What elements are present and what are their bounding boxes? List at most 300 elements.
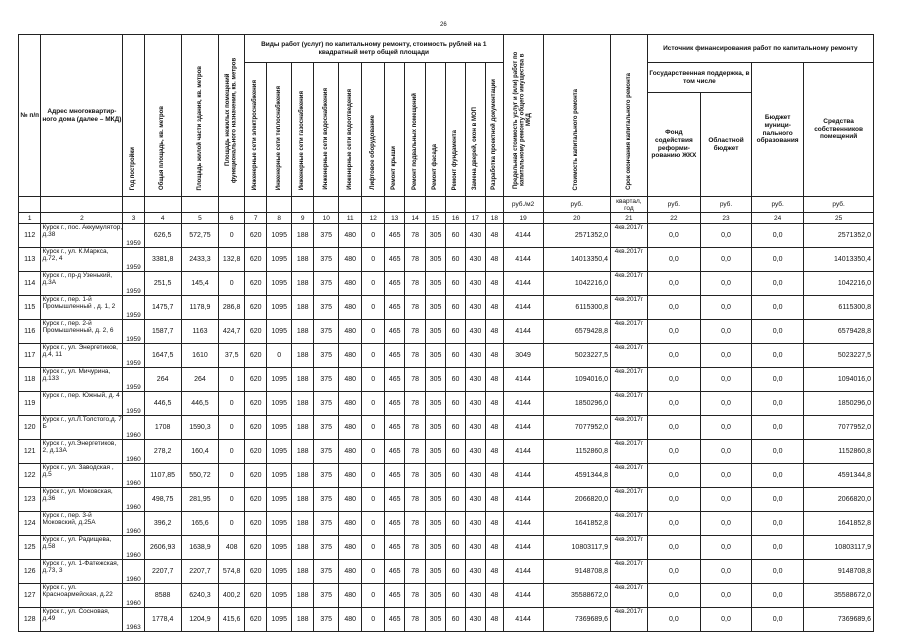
row-nonres-area: 415,6 — [219, 608, 245, 632]
row-address: Курск г., ул. К.Маркса, д.72, 4 — [41, 248, 123, 272]
row-max-cost: 4144 — [503, 368, 543, 392]
row-term: 4кв.2017г — [611, 368, 648, 392]
row-work-water: 375 — [314, 560, 339, 584]
row-work-lift: 0 — [362, 344, 384, 368]
row-work-basement: 78 — [405, 536, 425, 560]
row-work-roof: 465 — [384, 560, 404, 584]
header-works-group: Виды работ (услуг) по капитальному ремонту, стоимость рублей на 1 квадратный метр общей площади — [244, 35, 503, 63]
row-address: Курск г., ул. Сосновая, д.49 — [41, 608, 123, 632]
header-work-water: Инженерные сети водоснабжения — [314, 63, 339, 197]
row-work-water: 375 — [314, 344, 339, 368]
row-work-heat: 1095 — [267, 368, 292, 392]
row-fund: 0,0 — [647, 512, 700, 536]
header-state-support: Государственная поддержка, в том числе — [647, 63, 751, 93]
row-owners: 1152860,8 — [804, 440, 874, 464]
row-work-roof: 465 — [384, 584, 404, 608]
row-fund: 0,0 — [647, 416, 700, 440]
row-total-area: 626,5 — [144, 224, 181, 248]
row-owners: 10803117,9 — [804, 536, 874, 560]
row-term: 4кв.2017г — [611, 392, 648, 416]
row-cost: 1641852,8 — [543, 512, 610, 536]
row-number: 122 — [19, 464, 41, 488]
row-number: 120 — [19, 416, 41, 440]
row-address: Курск г., ул. Энергетиков, д.4, 11 — [41, 344, 123, 368]
row-work-design: 48 — [486, 608, 504, 632]
row-fund: 0,0 — [647, 464, 700, 488]
row-regional: 0,0 — [700, 416, 751, 440]
row-living-area: 165,6 — [181, 512, 219, 536]
row-work-basement: 78 — [405, 368, 425, 392]
row-work-foundation: 60 — [446, 368, 465, 392]
row-work-lift: 0 — [362, 488, 384, 512]
header-owners: Средства собственников помещений — [804, 63, 874, 197]
row-total-area: 1475,7 — [144, 296, 181, 320]
row-work-basement: 78 — [405, 464, 425, 488]
row-work-facade: 305 — [425, 392, 445, 416]
row-owners: 6579428,8 — [804, 320, 874, 344]
row-work-lift: 0 — [362, 320, 384, 344]
row-work-doors: 430 — [465, 584, 485, 608]
column-number: 25 — [804, 213, 874, 224]
row-work-electric: 620 — [244, 224, 266, 248]
column-number: 13 — [384, 213, 404, 224]
row-regional: 0,0 — [700, 224, 751, 248]
row-number: 118 — [19, 368, 41, 392]
row-work-design: 48 — [486, 344, 504, 368]
row-work-sewer: 480 — [338, 608, 362, 632]
row-living-area: 281,95 — [181, 488, 219, 512]
row-work-heat: 1095 — [267, 296, 292, 320]
column-number: 16 — [446, 213, 465, 224]
row-work-foundation: 60 — [446, 296, 465, 320]
row-work-facade: 305 — [425, 368, 445, 392]
row-term: 4кв.2017г — [611, 224, 648, 248]
row-fund: 0,0 — [647, 608, 700, 632]
column-number: 22 — [647, 213, 700, 224]
row-municipal: 0,0 — [752, 344, 804, 368]
row-fund: 0,0 — [647, 272, 700, 296]
row-number: 123 — [19, 488, 41, 512]
row-total-area: 1708 — [144, 416, 181, 440]
row-work-electric: 620 — [244, 296, 266, 320]
row-work-water: 375 — [314, 320, 339, 344]
row-work-doors: 430 — [465, 416, 485, 440]
row-work-gas: 188 — [291, 488, 313, 512]
row-number: 112 — [19, 224, 41, 248]
row-nonres-area: 0 — [219, 392, 245, 416]
row-work-design: 48 — [486, 440, 504, 464]
row-total-area: 264 — [144, 368, 181, 392]
unit-regional: руб. — [700, 197, 751, 213]
row-work-foundation: 60 — [446, 560, 465, 584]
row-regional: 0,0 — [700, 392, 751, 416]
row-work-doors: 430 — [465, 272, 485, 296]
row-work-doors: 430 — [465, 488, 485, 512]
row-cost: 5023227,5 — [543, 344, 610, 368]
table-row — [19, 320, 874, 344]
row-regional: 0,0 — [700, 512, 751, 536]
row-work-electric: 620 — [244, 272, 266, 296]
row-max-cost: 4144 — [503, 224, 543, 248]
table-row — [19, 248, 874, 272]
row-living-area: 2207,7 — [181, 560, 219, 584]
unit-max-cost: руб./м2 — [503, 197, 543, 213]
row-address: Курск г., ул. Мичурина, д.133 — [41, 368, 123, 392]
row-work-gas: 188 — [291, 608, 313, 632]
row-living-area: 145,4 — [181, 272, 219, 296]
row-number: 115 — [19, 296, 41, 320]
row-work-design: 48 — [486, 296, 504, 320]
row-work-foundation: 60 — [446, 488, 465, 512]
row-work-water: 375 — [314, 512, 339, 536]
row-work-roof: 465 — [384, 440, 404, 464]
table-row — [19, 392, 874, 416]
column-number: 6 — [219, 213, 245, 224]
row-work-gas: 188 — [291, 584, 313, 608]
row-work-lift: 0 — [362, 608, 384, 632]
row-work-doors: 430 — [465, 392, 485, 416]
row-work-basement: 78 — [405, 584, 425, 608]
row-address: Курск г., ул. Заводская , д.5 — [41, 464, 123, 488]
column-number: 12 — [362, 213, 384, 224]
row-max-cost: 4144 — [503, 320, 543, 344]
row-work-sewer: 480 — [338, 272, 362, 296]
row-work-basement: 78 — [405, 392, 425, 416]
row-work-design: 48 — [486, 248, 504, 272]
row-max-cost: 4144 — [503, 248, 543, 272]
column-number: 9 — [291, 213, 313, 224]
row-work-foundation: 60 — [446, 392, 465, 416]
column-number: 7 — [244, 213, 266, 224]
row-work-electric: 620 — [244, 248, 266, 272]
row-work-doors: 430 — [465, 440, 485, 464]
row-work-electric: 620 — [244, 392, 266, 416]
row-work-water: 375 — [314, 248, 339, 272]
row-cost: 1094016,0 — [543, 368, 610, 392]
header-cost: Стоимость капитального ремонта — [543, 35, 610, 197]
row-living-area: 1610 — [181, 344, 219, 368]
row-living-area: 572,75 — [181, 224, 219, 248]
row-work-sewer: 480 — [338, 392, 362, 416]
row-nonres-area: 0 — [219, 368, 245, 392]
row-municipal: 0,0 — [752, 584, 804, 608]
capital-repair-table — [18, 34, 874, 632]
row-number: 113 — [19, 248, 41, 272]
row-work-design: 48 — [486, 512, 504, 536]
row-work-electric: 620 — [244, 536, 266, 560]
row-municipal: 0,0 — [752, 368, 804, 392]
row-work-sewer: 480 — [338, 560, 362, 584]
row-fund: 0,0 — [647, 320, 700, 344]
row-work-heat: 1095 — [267, 392, 292, 416]
row-owners: 4591344,8 — [804, 464, 874, 488]
header-total-area: Общая площадь, кв. метров — [144, 35, 181, 197]
row-address: Курск г., пер. 1-й Промышленный , д. 1, 2 — [41, 296, 123, 320]
row-number: 116 — [19, 320, 41, 344]
row-work-gas: 188 — [291, 440, 313, 464]
row-max-cost: 4144 — [503, 392, 543, 416]
row-work-electric: 620 — [244, 440, 266, 464]
row-max-cost: 4144 — [503, 608, 543, 632]
row-work-water: 375 — [314, 536, 339, 560]
table-row — [19, 560, 874, 584]
column-number: 5 — [181, 213, 219, 224]
row-work-heat: 1095 — [267, 224, 292, 248]
row-work-water: 375 — [314, 584, 339, 608]
table-row — [19, 584, 874, 608]
row-work-roof: 465 — [384, 488, 404, 512]
table-row — [19, 296, 874, 320]
row-work-gas: 188 — [291, 272, 313, 296]
row-work-heat: 1095 — [267, 536, 292, 560]
row-work-basement: 78 — [405, 296, 425, 320]
row-work-basement: 78 — [405, 224, 425, 248]
row-work-gas: 188 — [291, 224, 313, 248]
table-row — [19, 488, 874, 512]
row-cost: 9148708,8 — [543, 560, 610, 584]
row-municipal: 0,0 — [752, 248, 804, 272]
row-work-design: 48 — [486, 464, 504, 488]
row-work-doors: 430 — [465, 296, 485, 320]
column-number: 14 — [405, 213, 425, 224]
header-sources-group: Источник финансирования работ по капитальному ремонту — [647, 35, 873, 63]
row-work-facade: 305 — [425, 608, 445, 632]
row-municipal: 0,0 — [752, 440, 804, 464]
row-work-foundation: 60 — [446, 272, 465, 296]
row-max-cost: 4144 — [503, 488, 543, 512]
row-municipal: 0,0 — [752, 608, 804, 632]
row-max-cost: 4144 — [503, 464, 543, 488]
header-work-design: Разработка проектной документации — [486, 63, 504, 197]
table-body — [19, 224, 874, 632]
row-work-water: 375 — [314, 608, 339, 632]
row-work-basement: 78 — [405, 512, 425, 536]
row-work-electric: 620 — [244, 584, 266, 608]
row-max-cost: 4144 — [503, 416, 543, 440]
page-number: 26 — [440, 22, 447, 28]
row-term: 4кв.2017г — [611, 560, 648, 584]
header-work-foundation: Ремонт фундамента — [446, 63, 465, 197]
row-work-foundation: 60 — [446, 440, 465, 464]
row-work-design: 48 — [486, 272, 504, 296]
row-work-facade: 305 — [425, 224, 445, 248]
row-work-design: 48 — [486, 536, 504, 560]
row-number: 117 — [19, 344, 41, 368]
unit-owners: руб. — [804, 197, 874, 213]
row-nonres-area: 0 — [219, 488, 245, 512]
table-row — [19, 416, 874, 440]
row-living-area: 1163 — [181, 320, 219, 344]
header-regional: Областной бюджет — [700, 93, 751, 197]
row-municipal: 0,0 — [752, 536, 804, 560]
row-owners: 1641852,8 — [804, 512, 874, 536]
row-owners: 2066820,0 — [804, 488, 874, 512]
row-work-sewer: 480 — [338, 440, 362, 464]
row-work-water: 375 — [314, 368, 339, 392]
row-work-roof: 465 — [384, 464, 404, 488]
row-work-roof: 465 — [384, 224, 404, 248]
row-nonres-area: 424,7 — [219, 320, 245, 344]
row-year: 1960 — [123, 464, 144, 488]
row-cost: 2066820,0 — [543, 488, 610, 512]
row-living-area: 1204,9 — [181, 608, 219, 632]
row-cost: 6579428,8 — [543, 320, 610, 344]
row-living-area: 6240,3 — [181, 584, 219, 608]
row-work-doors: 430 — [465, 248, 485, 272]
row-cost: 10803117,9 — [543, 536, 610, 560]
row-term: 4кв.2017г — [611, 488, 648, 512]
row-regional: 0,0 — [700, 248, 751, 272]
row-address: Курск г., ул. Красноармейская, д.22 — [41, 584, 123, 608]
row-work-basement: 78 — [405, 488, 425, 512]
row-number: 119 — [19, 392, 41, 416]
row-regional: 0,0 — [700, 488, 751, 512]
row-year: 1960 — [123, 560, 144, 584]
row-work-design: 48 — [486, 368, 504, 392]
row-work-facade: 305 — [425, 296, 445, 320]
row-work-heat: 1095 — [267, 320, 292, 344]
row-max-cost: 4144 — [503, 272, 543, 296]
row-work-electric: 620 — [244, 464, 266, 488]
row-max-cost: 4144 — [503, 296, 543, 320]
row-owners: 7077952,0 — [804, 416, 874, 440]
row-work-lift: 0 — [362, 272, 384, 296]
row-work-basement: 78 — [405, 608, 425, 632]
header-n: № п/п — [19, 35, 41, 197]
row-work-heat: 1095 — [267, 584, 292, 608]
row-living-area: 1590,3 — [181, 416, 219, 440]
unit-term: квартал, год — [611, 197, 648, 213]
row-cost: 14013350,4 — [543, 248, 610, 272]
row-fund: 0,0 — [647, 560, 700, 584]
row-work-sewer: 480 — [338, 488, 362, 512]
row-year: 1959 — [123, 248, 144, 272]
row-work-gas: 188 — [291, 512, 313, 536]
column-number: 4 — [144, 213, 181, 224]
column-number: 8 — [267, 213, 292, 224]
row-municipal: 0,0 — [752, 488, 804, 512]
row-term: 4кв.2017г — [611, 416, 648, 440]
row-regional: 0,0 — [700, 368, 751, 392]
row-work-heat: 1095 — [267, 608, 292, 632]
row-max-cost: 4144 — [503, 512, 543, 536]
row-total-area: 1587,7 — [144, 320, 181, 344]
row-work-foundation: 60 — [446, 512, 465, 536]
row-cost: 7077952,0 — [543, 416, 610, 440]
row-work-electric: 620 — [244, 608, 266, 632]
row-number: 114 — [19, 272, 41, 296]
row-living-area: 1178,9 — [181, 296, 219, 320]
row-nonres-area: 37,5 — [219, 344, 245, 368]
row-work-foundation: 60 — [446, 464, 465, 488]
row-work-facade: 305 — [425, 344, 445, 368]
row-work-water: 375 — [314, 464, 339, 488]
row-owners: 2571352,0 — [804, 224, 874, 248]
row-total-area: 8588 — [144, 584, 181, 608]
row-work-doors: 430 — [465, 512, 485, 536]
row-work-sewer: 480 — [338, 344, 362, 368]
row-address: Курск г., пр-д Узенький, д.3А — [41, 272, 123, 296]
row-year: 1959 — [123, 224, 144, 248]
row-municipal: 0,0 — [752, 560, 804, 584]
table-row — [19, 464, 874, 488]
row-cost: 4591344,8 — [543, 464, 610, 488]
row-work-gas: 188 — [291, 464, 313, 488]
header-year: Год постройки — [123, 35, 144, 197]
row-work-water: 375 — [314, 488, 339, 512]
row-work-facade: 305 — [425, 464, 445, 488]
row-total-area: 278,2 — [144, 440, 181, 464]
row-total-area: 2207,7 — [144, 560, 181, 584]
row-work-electric: 620 — [244, 320, 266, 344]
row-nonres-area: 0 — [219, 440, 245, 464]
row-work-gas: 188 — [291, 248, 313, 272]
row-work-heat: 1095 — [267, 560, 292, 584]
row-regional: 0,0 — [700, 464, 751, 488]
column-number: 15 — [425, 213, 445, 224]
row-year: 1959 — [123, 320, 144, 344]
row-work-design: 48 — [486, 584, 504, 608]
row-work-doors: 430 — [465, 536, 485, 560]
row-municipal: 0,0 — [752, 224, 804, 248]
row-total-area: 2606,93 — [144, 536, 181, 560]
row-cost: 1850296,0 — [543, 392, 610, 416]
table-row — [19, 368, 874, 392]
row-number: 127 — [19, 584, 41, 608]
row-work-foundation: 60 — [446, 584, 465, 608]
row-owners: 35588672,0 — [804, 584, 874, 608]
row-work-sewer: 480 — [338, 464, 362, 488]
row-work-facade: 305 — [425, 248, 445, 272]
row-work-facade: 305 — [425, 584, 445, 608]
table-row — [19, 608, 874, 632]
row-work-design: 48 — [486, 560, 504, 584]
row-address: Курск г., ул.Л.Толстого,д. 7 Б — [41, 416, 123, 440]
row-work-heat: 1095 — [267, 272, 292, 296]
row-work-sewer: 480 — [338, 536, 362, 560]
row-number: 126 — [19, 560, 41, 584]
column-number: 18 — [486, 213, 504, 224]
row-regional: 0,0 — [700, 272, 751, 296]
column-number: 23 — [700, 213, 751, 224]
row-year: 1963 — [123, 608, 144, 632]
row-term: 4кв.2017г — [611, 320, 648, 344]
row-owners: 7369689,6 — [804, 608, 874, 632]
row-work-basement: 78 — [405, 248, 425, 272]
row-year: 1959 — [123, 296, 144, 320]
header-work-heat: Инженерные сети теплоснабжения — [267, 63, 292, 197]
row-total-area: 446,5 — [144, 392, 181, 416]
row-work-roof: 465 — [384, 272, 404, 296]
row-work-electric: 620 — [244, 488, 266, 512]
row-cost: 35588672,0 — [543, 584, 610, 608]
row-owners: 1042216,0 — [804, 272, 874, 296]
row-work-heat: 1095 — [267, 512, 292, 536]
header-nonres-area: Площадь нежилых помещений функционального назначения, кв. метров — [219, 35, 245, 197]
row-work-gas: 188 — [291, 368, 313, 392]
header-work-electric: Инженерные сети электроснабжения — [244, 63, 266, 197]
row-work-gas: 188 — [291, 392, 313, 416]
row-work-lift: 0 — [362, 560, 384, 584]
row-municipal: 0,0 — [752, 320, 804, 344]
row-term: 4кв.2017г — [611, 296, 648, 320]
row-year: 1959 — [123, 392, 144, 416]
header-work-basement: Ремонт подвальных помещений — [405, 63, 425, 197]
row-term: 4кв.2017г — [611, 536, 648, 560]
row-cost: 6115300,8 — [543, 296, 610, 320]
row-max-cost: 4144 — [503, 536, 543, 560]
row-work-electric: 620 — [244, 344, 266, 368]
